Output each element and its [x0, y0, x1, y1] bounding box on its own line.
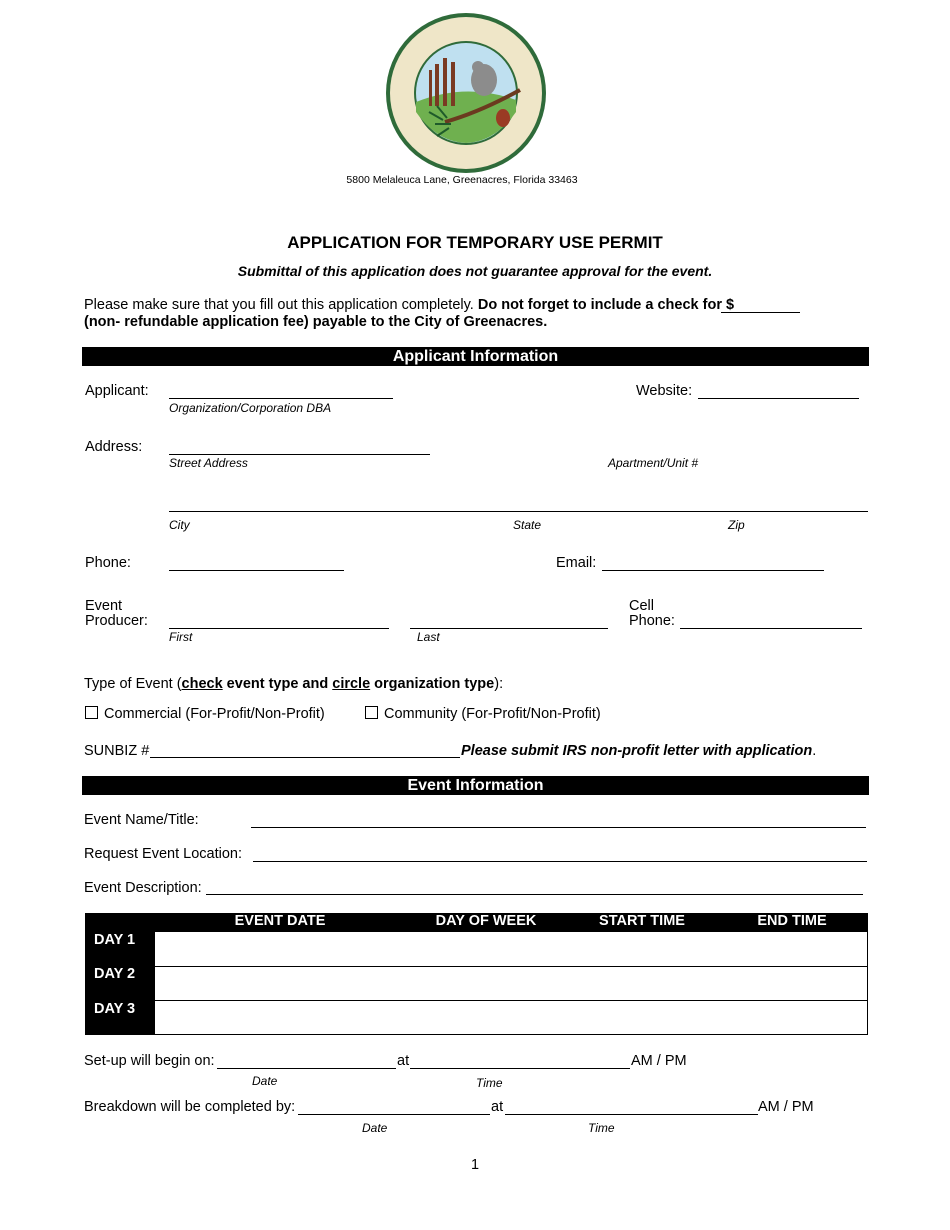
phone-label: Phone:: [85, 555, 131, 571]
setup-time-caption: Time: [476, 1076, 503, 1090]
city-caption: City: [169, 518, 190, 532]
community-checkbox[interactable]: [365, 706, 378, 719]
applicant-information-heading: Applicant Information: [82, 347, 869, 366]
commercial-checkbox[interactable]: [85, 706, 98, 719]
state-caption: State: [513, 518, 542, 532]
breakdown-label: Breakdown will be completed by:: [84, 1099, 296, 1115]
intro-line-1: [84, 297, 734, 314]
community-label: Community (For-Profit/Non-Profit): [384, 706, 601, 722]
option-community[interactable]: [365, 706, 601, 723]
type-circle-word: circle: [332, 676, 371, 692]
page-title: APPLICATION FOR TEMPORARY USE PERMIT: [287, 233, 663, 252]
setup-time-field[interactable]: [410, 1068, 630, 1069]
zip-caption: Zip: [728, 518, 745, 532]
commercial-label: Commercial (For-Profit/Non-Profit): [104, 706, 325, 722]
irs-note-period: .: [812, 743, 817, 759]
city-logo: [385, 12, 547, 174]
breakdown-at-label: at: [491, 1099, 504, 1115]
setup-label: Set-up will begin on:: [84, 1053, 215, 1069]
producer-last-field[interactable]: [410, 628, 608, 629]
setup-at-label: at: [397, 1053, 410, 1069]
last-caption: Last: [417, 630, 440, 644]
header-end-time: END TIME: [757, 913, 827, 929]
header-start-time: START TIME: [599, 913, 685, 929]
street-caption: Street Address: [169, 456, 248, 470]
setup-date-field[interactable]: [217, 1068, 396, 1069]
day-1-label: DAY 1: [94, 932, 136, 948]
intro-line-2: (non- refundable application fee) payable to the City of Greenacres.: [84, 314, 548, 330]
cell-label-1: Cell: [629, 598, 654, 614]
breakdown-time-field[interactable]: [505, 1114, 758, 1115]
type-close: ):: [494, 676, 504, 692]
header-day-of-week: DAY OF WEEK: [435, 913, 537, 929]
option-commercial[interactable]: [85, 706, 325, 723]
day-3-row[interactable]: [155, 1000, 868, 1035]
phone-field[interactable]: [169, 570, 344, 571]
breakdown-time-caption: Time: [588, 1121, 615, 1135]
street-address-field[interactable]: [169, 454, 430, 455]
breakdown-ampm: AM / PM: [758, 1099, 814, 1115]
sunbiz-label: SUNBIZ #: [84, 743, 150, 759]
day-3-label: DAY 3: [94, 1001, 136, 1017]
fee-amount-field[interactable]: [721, 312, 800, 313]
header-event-date: EVENT DATE: [234, 913, 326, 929]
applicant-field[interactable]: [169, 398, 393, 399]
subtitle: Submittal of this application does not guarantee approval for the event.: [237, 263, 713, 279]
event-description-label: Event Description:: [84, 880, 202, 896]
event-name-label: Event Name/Title:: [84, 812, 199, 828]
event-description-field[interactable]: [206, 894, 863, 895]
event-location-field[interactable]: [253, 861, 867, 862]
email-label: Email:: [556, 555, 597, 571]
day-1-row[interactable]: [155, 931, 868, 967]
producer-label-2: Producer:: [85, 613, 148, 629]
city-state-zip-field[interactable]: [169, 511, 868, 512]
day-2-label: DAY 2: [94, 966, 136, 982]
intro-bold: Do not forget to include a check for $: [477, 297, 735, 313]
event-information-heading: Event Information: [82, 776, 869, 795]
type-mid: event type and: [222, 676, 333, 692]
website-field[interactable]: [698, 398, 859, 399]
first-caption: First: [169, 630, 193, 644]
email-field[interactable]: [602, 570, 824, 571]
address-label: Address:: [85, 439, 143, 455]
type-end: organization type: [370, 676, 495, 692]
cell-phone-field[interactable]: [680, 628, 862, 629]
organization-address: 5800 Melaleuca Lane, Greenacres, Florida 33463: [346, 174, 578, 186]
event-name-field[interactable]: [251, 827, 866, 828]
sunbiz-field[interactable]: [150, 757, 460, 758]
apt-caption: Apartment/Unit #: [608, 456, 699, 470]
producer-first-field[interactable]: [169, 628, 389, 629]
type-prefix: Type of Event (: [84, 676, 182, 692]
breakdown-date-field[interactable]: [298, 1114, 490, 1115]
page-number: 1: [470, 1157, 480, 1173]
website-label: Website:: [636, 383, 693, 399]
intro-normal: Please make sure that you fill out this application completely.: [84, 297, 474, 313]
cell-label-2: Phone:: [629, 613, 675, 629]
event-location-label: Request Event Location:: [84, 846, 242, 862]
setup-ampm: AM / PM: [631, 1053, 687, 1069]
irs-note: [461, 743, 816, 760]
applicant-label: Applicant:: [85, 383, 149, 399]
setup-date-caption: Date: [252, 1074, 278, 1088]
event-type-instructions: [84, 676, 503, 693]
producer-label-1: Event: [85, 598, 123, 614]
irs-note-text: Please submit IRS non-profit letter with application: [461, 743, 813, 759]
org-caption: Organization/Corporation DBA: [169, 401, 332, 415]
type-check-word: check: [181, 676, 223, 692]
day-2-row[interactable]: [155, 966, 868, 1001]
breakdown-date-caption: Date: [362, 1121, 388, 1135]
